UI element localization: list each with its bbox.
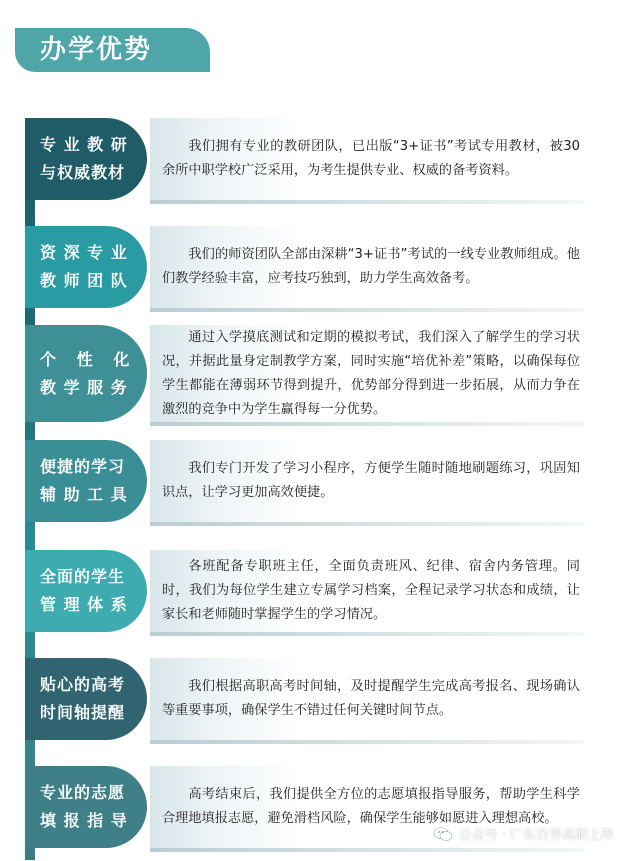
- section-card-shadow: [150, 740, 584, 744]
- section-description: 我们专门开发了学习小程序，方便学生随时随地刷题练习，巩固知识点，让学习更加高效便捷。: [162, 461, 580, 500]
- section-tab-label: 专业的志愿 填 报 指 导: [40, 783, 128, 830]
- section-tab: [25, 766, 147, 848]
- section-card-shadow: [150, 522, 584, 526]
- section-tab: [25, 226, 147, 308]
- section-description: 各班配备专职班主任，全面负责班风、纪律、宿舍内务管理。同时，我们为每位学生建立专属学习档案，全程记录学习状态和成绩，让家长和老师随时掌握学生的学习情况。: [162, 559, 580, 622]
- section-tab-label: 便捷的学习 辅 助 工 具: [40, 457, 128, 504]
- section-tab-label: 资 深 专 业 教 师 团 队: [40, 243, 128, 290]
- wechat-icon: [433, 826, 453, 842]
- section-tab: [25, 550, 147, 632]
- watermark: [433, 824, 614, 843]
- advantage-section: [0, 658, 632, 740]
- section-description: 通过入学摸底测试和定期的模拟考试，我们深入了解学生的学习状况，并据此量身定制教学方案，同时实施“培优补差”策略，以确保每位学生都能在薄弱环节得到提升，优势部分得到进一步拓展，从而力争在激烈的竞争中为学生赢得每一分优势。: [162, 329, 580, 417]
- advantage-section: [0, 550, 632, 632]
- section-card-shadow: [150, 422, 584, 426]
- section-card-shadow: [150, 632, 584, 636]
- section-tab: [25, 440, 147, 522]
- section-tab: [25, 325, 147, 422]
- section-card-shadow: [150, 308, 584, 312]
- section-description: 高考结束后，我们提供全方位的志愿填报指导服务，帮助学生科学合理地填报志愿，避免滑档风险，确保学生能够如愿进入理想高校。: [162, 787, 580, 826]
- section-tab-label: 个 性 化 教 学 服 务: [40, 349, 131, 397]
- section-description: 我们拥有专业的教研团队，已出版“3+证书”考试专用教材，被30余所中职学校广泛采用，为考生提供专业、权威的备考资料。: [162, 139, 580, 178]
- section-tab: [25, 658, 147, 740]
- section-tab-label: 专 业 教 研 与权威教材: [40, 135, 128, 182]
- advantage-section: [0, 440, 632, 522]
- page-title: 办学优势: [40, 35, 153, 65]
- section-card-shadow: [150, 848, 584, 852]
- section-tab-label: 全面的学生 管 理 体 系: [40, 567, 128, 614]
- advantage-section: [0, 226, 632, 308]
- advantage-section: [0, 118, 632, 200]
- section-tab: [25, 118, 147, 200]
- section-description: 我们根据高职高考时间轴，及时提醒学生完成高考报名、现场确认等重要事项，确保学生不错过任何关键时间节点。: [162, 679, 580, 718]
- section-description: 我们的师资团队全部由深耕“3+证书”考试的一线专业教师组成。他们教学经验丰富，应考技巧独到，助力学生高效备考。: [162, 247, 580, 286]
- watermark-text: 公众号 · 广东百导高职上岸: [458, 828, 614, 843]
- advantage-section: [0, 325, 632, 422]
- section-tab-label: 贴心的高考 时间轴提醒: [40, 675, 126, 722]
- section-card-shadow: [150, 200, 584, 204]
